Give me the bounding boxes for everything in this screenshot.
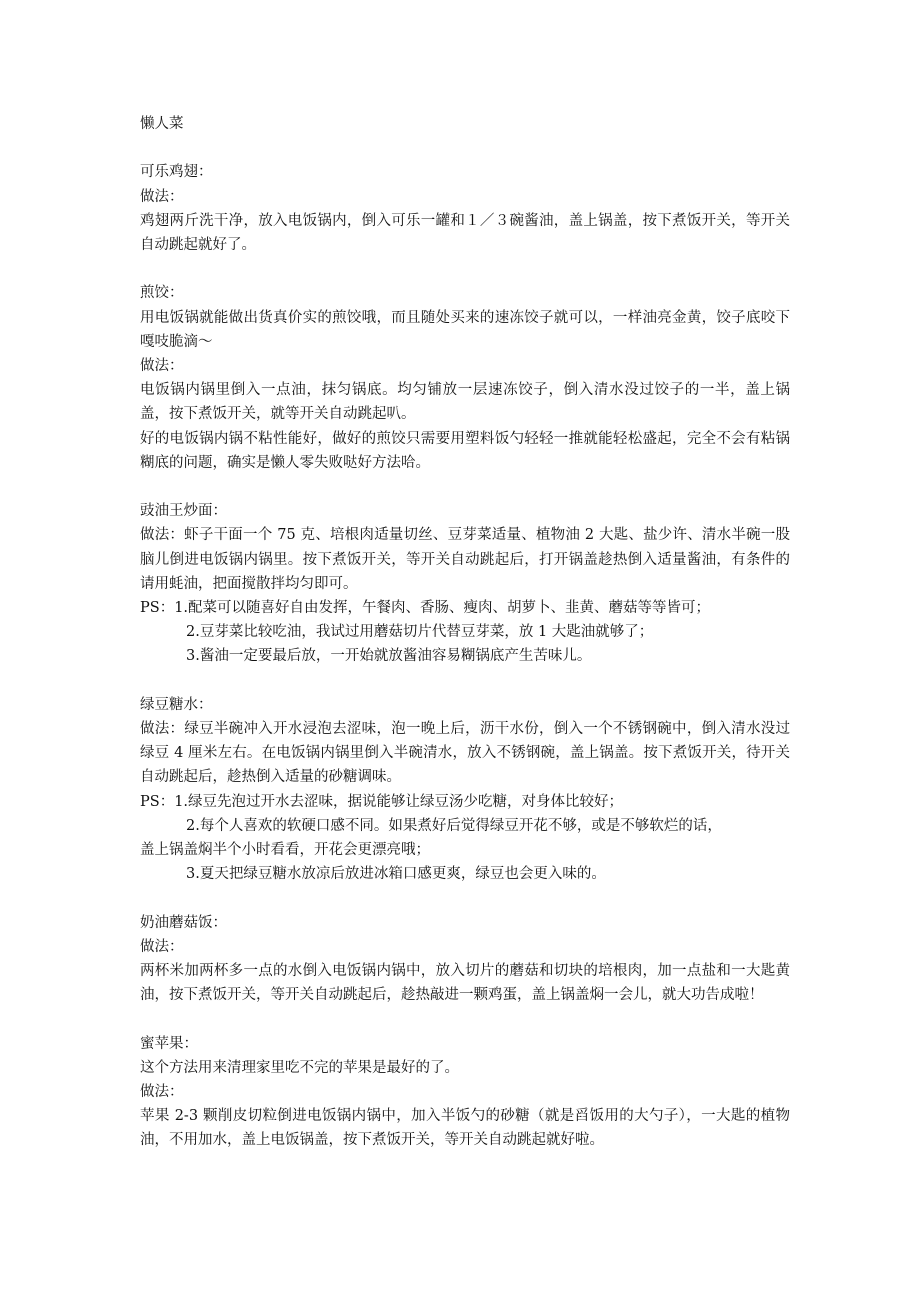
- method-label: 做法：: [140, 1084, 184, 1101]
- method-step: 两杯米加两杯多一点的水倒入电饭锅内锅中，放入切片的蘑菇和切块的培根肉，加一点盐和一大匙黄油，按下煮饭开关，等开关自动跳起后，趁热敲进一颗鸡蛋，盖上锅盖焖一会儿，就大功告成啦！: [140, 963, 790, 1004]
- ps-note: 2.豆芽菜比较吃油，我试过用蘑菇切片代替豆芽菜，放 1 大匙油就够了；: [186, 624, 654, 641]
- ps-note: 2.每个人喜欢的软硬口感不同。如果煮好后觉得绿豆开花不够，或是不够软烂的话，: [186, 817, 722, 834]
- recipe-soy-sauce-noodles: [140, 499, 790, 668]
- ps-note: PS：1.绿豆先泡过开水去涩味，据说能够让绿豆汤少吃糖，对身体比较好；: [140, 793, 624, 810]
- method-label: 做法：: [140, 188, 184, 205]
- method-step: 苹果 2-3 颗削皮切粒倒进电饭锅内锅中，加入半饭勺的砂糖（就是舀饭用的大勺子），一大匙的植物油，不用加水，盖上电饭锅盖，按下煮饭开关，等开关自动跳起就好啦。: [140, 1108, 790, 1149]
- recipe-title: 煎饺：: [140, 285, 184, 302]
- ps-note: 3.酱油一定要最后放，一开始就放酱油容易糊锅底产生苦味儿。: [186, 648, 592, 665]
- recipe-title: 蜜苹果：: [140, 1035, 198, 1052]
- document-title: 懒人菜: [140, 116, 184, 132]
- method-text: 做法：虾子干面一个 75 克、培根肉适量切丝、豆芽菜适量、植物油 2 大匙、盐少许、清水半碗一股脑儿倒进电饭锅内锅里。按下煮饭开关，等开关自动跳起后，打开锅盖趁热倒入适量酱油，有条件的请用蚝油，把面搅散拌均匀即可。: [140, 527, 790, 592]
- recipe-honey-apple: [140, 1032, 790, 1153]
- method-step: 好的电饭锅内锅不粘性能好，做好的煎饺只需要用塑料饭勺轻轻一推就能轻松盛起，完全不会有粘锅糊底的问题，确实是懒人零失败哒好方法哈。: [140, 430, 790, 471]
- recipe-title: 奶油蘑菇饭：: [140, 914, 227, 931]
- recipe-title: 可乐鸡翅：: [140, 164, 213, 181]
- document-page: [140, 112, 790, 1153]
- method-text: 做法：绿豆半碗冲入开水浸泡去涩味，泡一晚上后，沥干水份，倒入一个不锈钢碗中，倒入清水没过绿豆 4 厘米左右。在电饭锅内锅里倒入半碗清水，放入不锈钢碗，盖上锅盖。按下煮饭开关，待开关自动跳起后，趁热倒入适量的砂糖调味。: [140, 721, 790, 786]
- ps-note-continued: 盖上锅盖焖半个小时看看，开花会更漂亮哦；: [140, 842, 430, 859]
- spacer: [140, 669, 790, 693]
- spacer: [140, 136, 790, 160]
- method-label: 做法：: [140, 938, 184, 955]
- recipe-cream-mushroom-rice: [140, 911, 790, 1008]
- recipe-intro: 用电饭锅就能做出货真价实的煎饺哦，而且随处买来的速冻饺子就可以，一样油亮金黄，饺子底咬下嘎吱脆滴～: [140, 309, 790, 350]
- recipe-mung-bean-soup: [140, 693, 790, 887]
- ps-note: PS：1.配菜可以随喜好自由发挥，午餐肉、香肠、瘦肉、胡萝卜、韭黄、蘑菇等等皆可；: [140, 600, 711, 617]
- method-label: 做法：: [140, 358, 184, 374]
- recipe-intro: 这个方法用来清理家里吃不完的苹果是最好的了。: [140, 1059, 459, 1076]
- recipe-title: 绿豆糖水：: [140, 696, 213, 713]
- spacer: [140, 475, 790, 499]
- recipe-fried-dumplings: [140, 281, 790, 475]
- ps-note: 3.夏天把绿豆糖水放凉后放进冰箱口感更爽，绿豆也会更入味的。: [186, 866, 606, 883]
- recipe-title: 豉油王炒面：: [140, 503, 227, 520]
- spacer: [140, 1007, 790, 1031]
- spacer: [140, 886, 790, 910]
- recipe-cola-chicken-wings: [140, 160, 790, 257]
- method-step: 电饭锅内锅里倒入一点油，抹匀锅底。均匀铺放一层速冻饺子，倒入清水没过饺子的一半，盖上锅盖，按下煮饭开关，就等开关自动跳起叭。: [140, 382, 790, 423]
- spacer: [140, 257, 790, 281]
- method-step: 鸡翅两斤洗干净，放入电饭锅内，倒入可乐一罐和１／３碗酱油，盖上锅盖，按下煮饭开关，等开关自动跳起就好了。: [140, 212, 790, 253]
